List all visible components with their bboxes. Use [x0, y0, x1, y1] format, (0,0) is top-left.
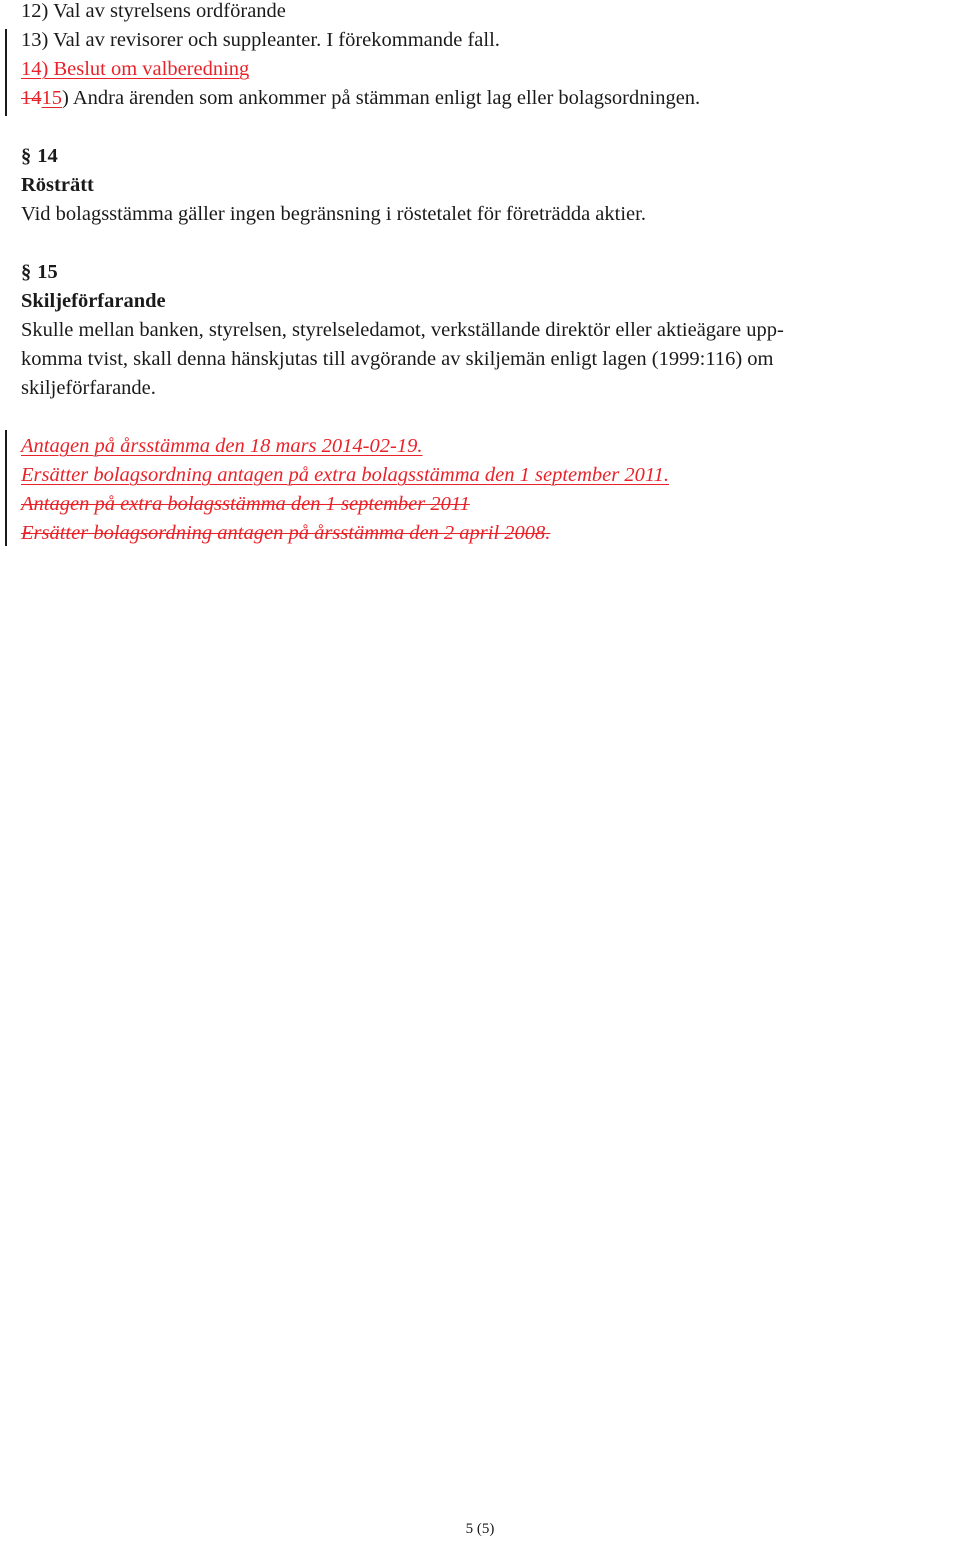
agenda-item-14-inserted: [21, 55, 249, 84]
agenda-item-12: [21, 0, 286, 26]
agenda-item-15-text: ) Andra ärenden som ankommer på stämman enligt lag eller bolagsordningen.: [62, 87, 701, 109]
section-15-body-line-1: [21, 316, 784, 345]
adoption-deleted-1: [21, 490, 470, 519]
deleted-text: Ersätter bolagsordning antagen på årsstämma den 2 april 2008.: [21, 522, 551, 544]
inserted-number: 15: [41, 87, 62, 109]
section-14-number-line: [21, 142, 58, 171]
section-15-body-line-3: [21, 374, 156, 403]
deleted-number: 14: [21, 87, 42, 109]
inserted-text: Antagen på årsstämma den 18 mars 2014-02-19.: [21, 435, 423, 457]
agenda-item-13: [21, 26, 500, 55]
section-sign-icon: §: [21, 145, 32, 167]
section-sign-icon: §: [21, 261, 32, 283]
section-15-number-line: [21, 258, 58, 287]
adoption-inserted-2: [21, 461, 669, 490]
section-15-body-text: Skulle mellan banken, styrelsen, styrelseledamot, verkställande direktör eller aktieägare upp-: [21, 319, 784, 341]
section-15-body-line-2: [21, 345, 773, 374]
section-15-heading: [21, 287, 166, 316]
section-14-body: [21, 200, 646, 229]
section-14-body-text: Vid bolagsstämma gäller ingen begränsning i röstetalet för företrädda aktier.: [21, 203, 646, 225]
deleted-text: Antagen på extra bolagsstämma den 1 september 2011: [21, 493, 470, 515]
agenda-item-12-text: 12) Val av styrelsens ordförande: [21, 0, 286, 22]
change-bar-adoption: [5, 430, 7, 546]
section-15-body-text: skiljeförfarande.: [21, 377, 156, 399]
section-15-body-text: komma tvist, skall denna hänskjutas till avgörande av skiljemän enligt lagen (1999:116) om: [21, 348, 774, 370]
agenda-item-13-text: 13) Val av revisorer och suppleanter. I förekommande fall.: [21, 29, 500, 51]
adoption-inserted-1: [21, 432, 422, 461]
adoption-deleted-2: [21, 519, 550, 548]
section-14-heading: [21, 171, 94, 200]
section-14-number: 14: [37, 145, 58, 167]
agenda-item-15: [21, 84, 700, 113]
inserted-text: Ersätter bolagsordning antagen på extra bolagsstämma den 1 september 2011.: [21, 464, 669, 486]
section-14-heading-text: Rösträtt: [21, 174, 94, 196]
inserted-text: 14) Beslut om valberedning: [21, 58, 250, 80]
page-number: 5 (5): [465, 1521, 495, 1537]
section-15-number: 15: [37, 261, 58, 283]
section-15-heading-text: Skiljeförfarande: [21, 290, 166, 312]
change-bar-agenda: [5, 29, 7, 116]
